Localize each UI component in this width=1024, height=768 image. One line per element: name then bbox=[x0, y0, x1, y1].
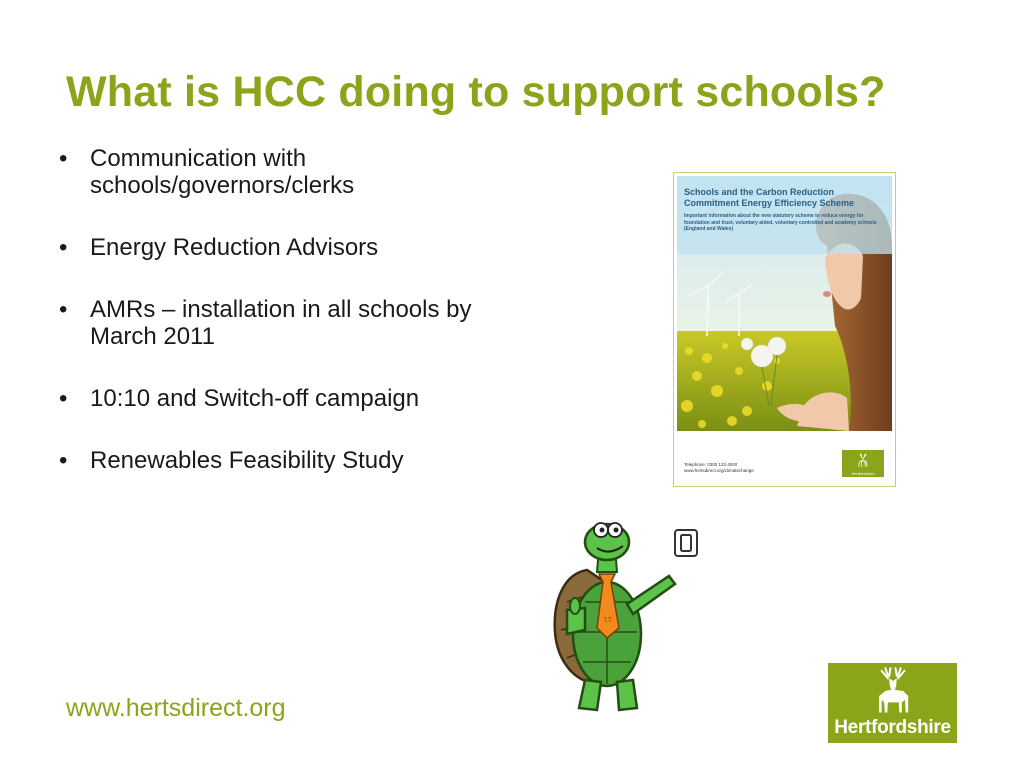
bullet-item: • AMRs – installation in all schools by March 2011 bbox=[57, 296, 527, 350]
turtle-illustration bbox=[545, 512, 715, 718]
bullet-item: • Renewables Feasibility Study bbox=[57, 447, 527, 474]
hertfordshire-logo-text: Hertfordshire bbox=[834, 717, 951, 738]
brochure-image bbox=[673, 172, 896, 487]
hertfordshire-logo bbox=[828, 663, 957, 743]
bullet-item: • 10:10 and Switch-off campaign bbox=[57, 385, 527, 412]
brochure-logo bbox=[842, 450, 884, 477]
deer-icon bbox=[874, 667, 912, 715]
brochure-subtitle: Important information about the new statutory scheme to reduce energy for foundation and trust, voluntary aided, voluntary controlled and academy schools (England and Wales) bbox=[684, 213, 877, 232]
bullet-item: • Energy Reduction Advisors bbox=[57, 234, 527, 261]
brochure-footer bbox=[684, 462, 824, 474]
website-url[interactable]: www.hertsdirect.org bbox=[66, 694, 286, 722]
tie-label: T.T. bbox=[603, 618, 613, 624]
bullet-list bbox=[57, 145, 527, 509]
brochure-title: Schools and the Carbon Reduction Commitment Energy Efficiency Scheme bbox=[684, 187, 855, 208]
slide-title: What is HCC doing to support schools? bbox=[66, 68, 886, 116]
brochure-phone: Telephone: 0300 123 4040 bbox=[684, 462, 738, 467]
brochure-url: www.hertsdirect.org/climatechange bbox=[684, 468, 754, 473]
brochure-logo-text: Hertfordshire bbox=[851, 471, 875, 476]
deer-icon bbox=[855, 452, 871, 468]
bullet-item: • Communication with schools/governors/clerks bbox=[57, 145, 527, 199]
